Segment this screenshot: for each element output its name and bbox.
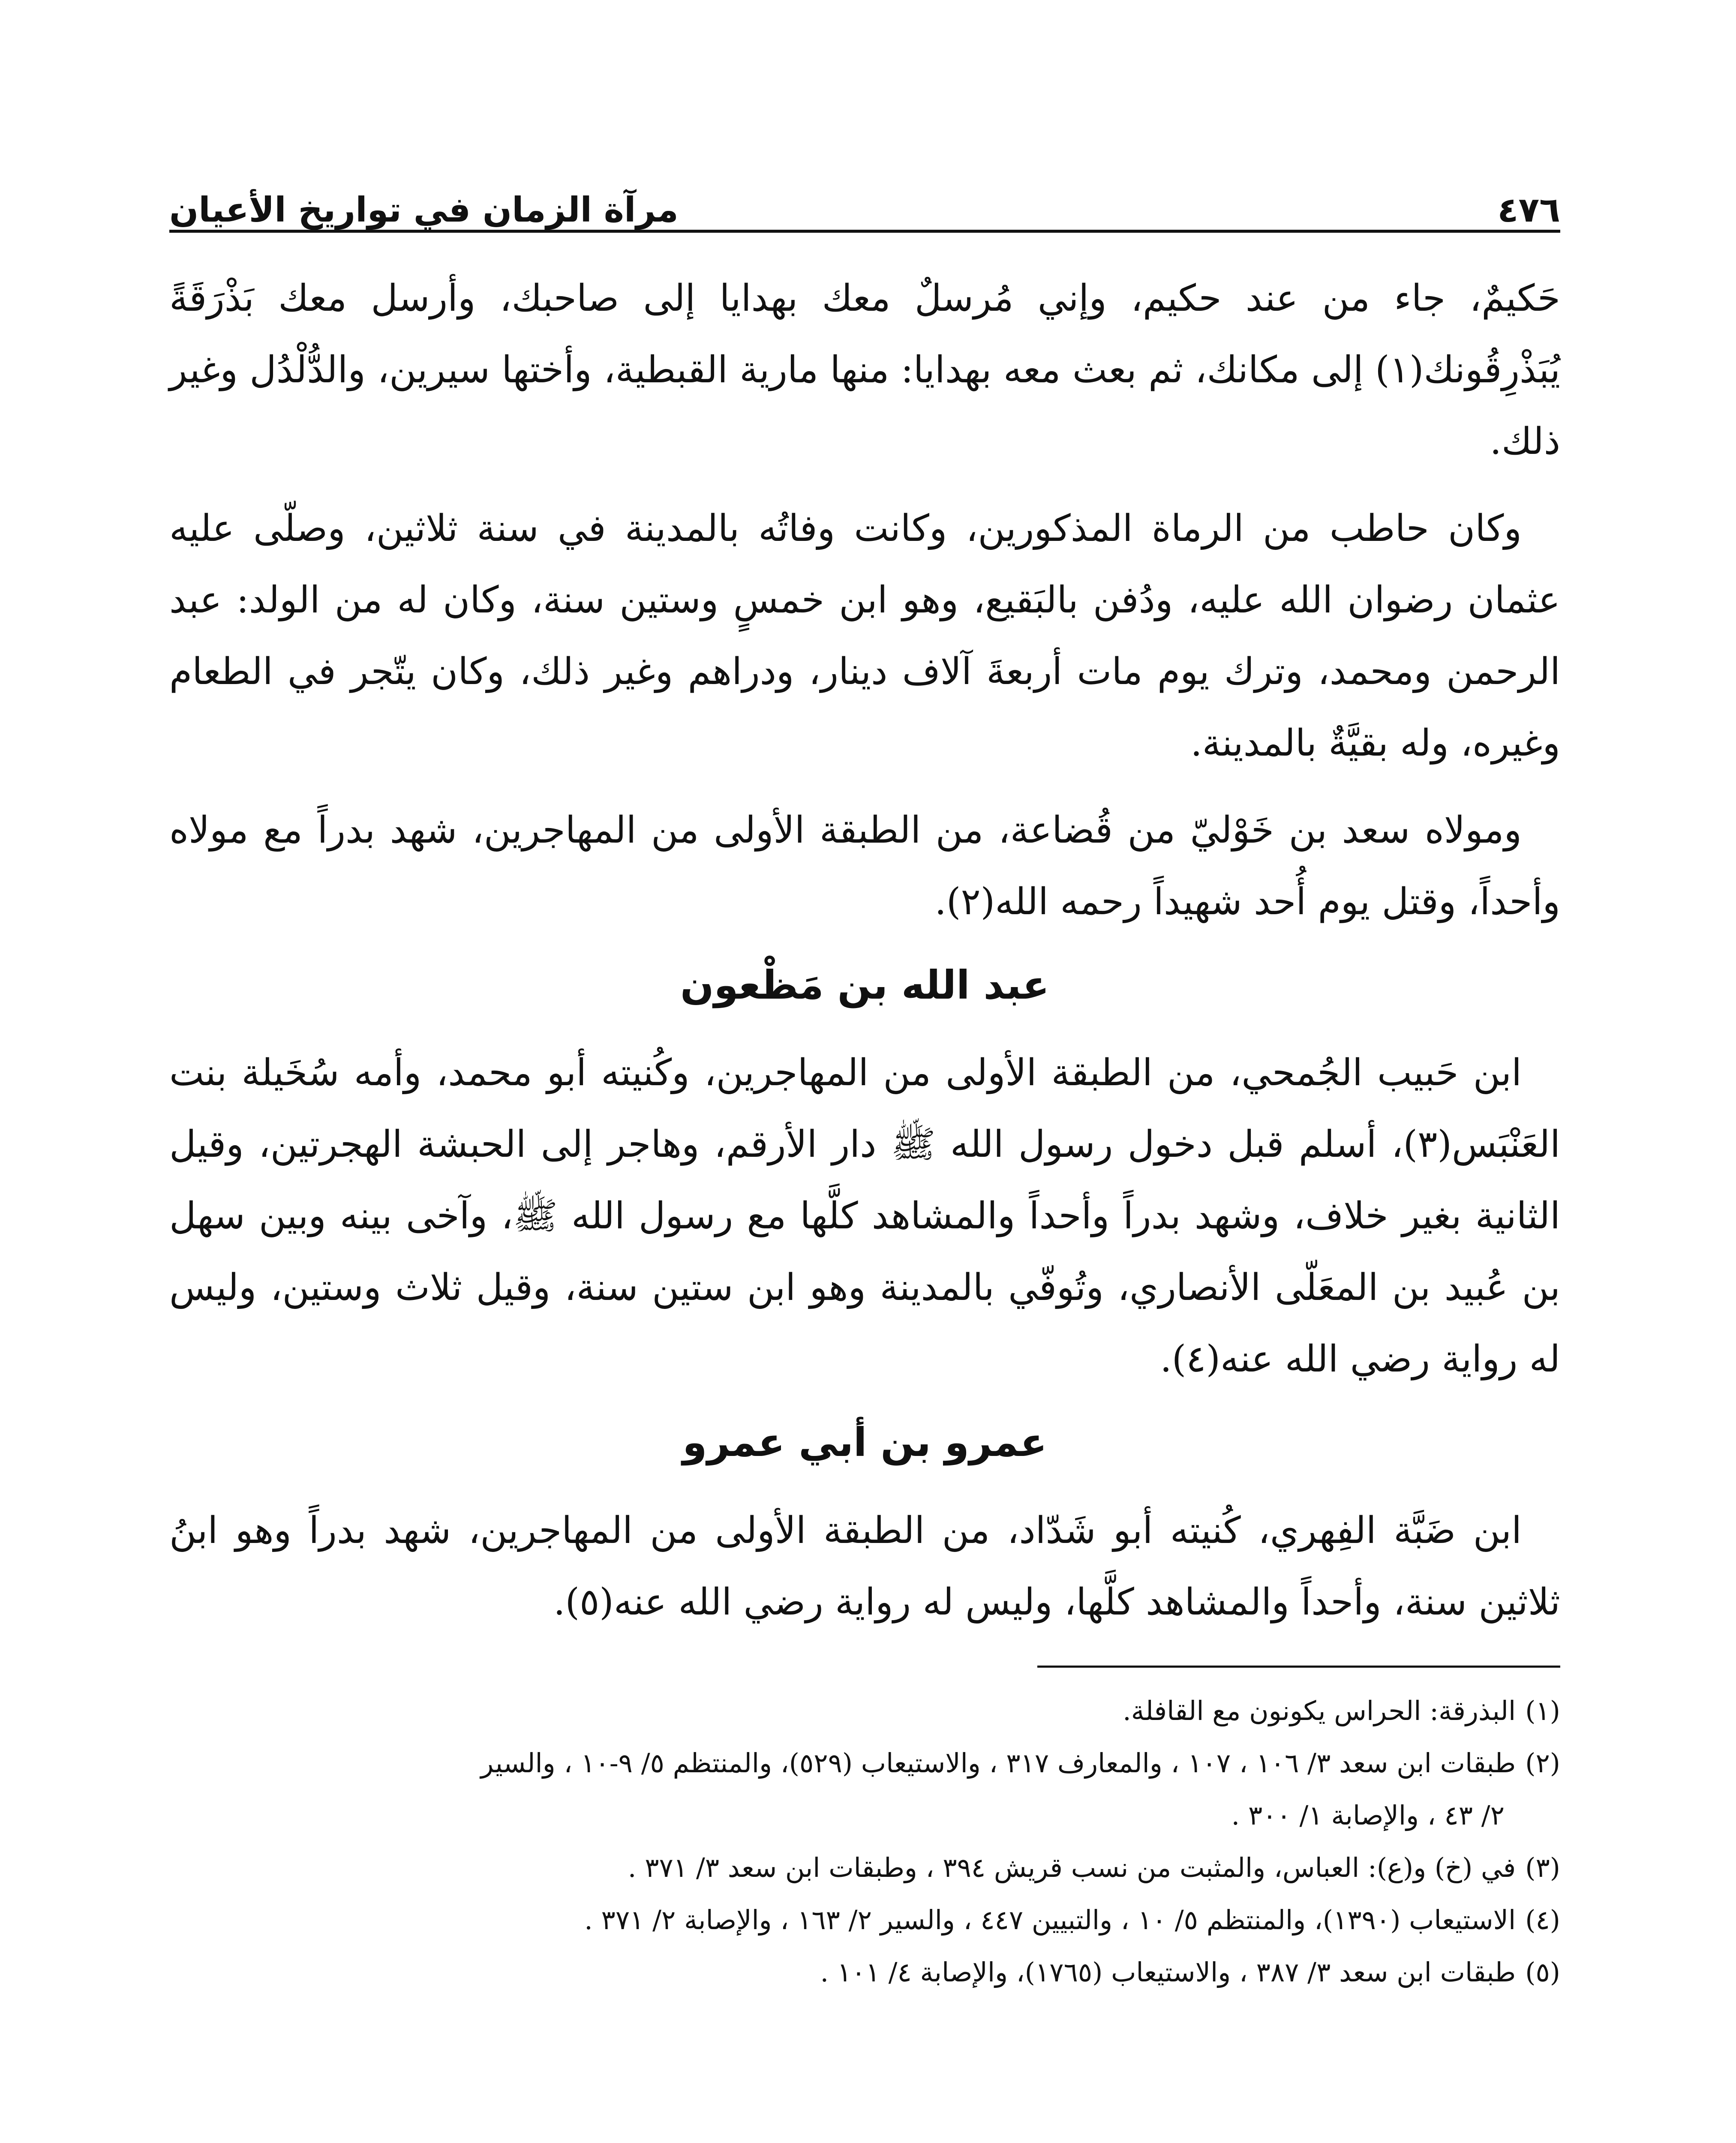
footnote-text: البذرقة: الحراس يكونون مع القافلة.: [1123, 1695, 1516, 1726]
paragraph-amr: ابن ضَبَّة الفِهري، كُنيته أبو شَدّاد، من الطبقة الأولى من المهاجرين، شهد بدراً وهو ابنُ ثلاثين سنة، وأحداً والمشاهد كلَّها، وليس له رواية رضي الله عنه(٥).: [169, 1509, 1560, 1624]
paragraph-saad: ومولاه سعد بن خَوْليّ من قُضاعة، من الطبقة الأولى من المهاجرين، شهد بدراً مع مولاه وأحداً، وقتل يوم أُحد شهيداً رحمه الله(٢).: [169, 809, 1560, 923]
running-header: [169, 129, 1560, 233]
book-page: [169, 129, 1560, 1999]
footnote-number: (٤): [1525, 1904, 1560, 1936]
footnote-text: طبقات ابن سعد ٣/ ١٠٦ ، ١٠٧ ، والمعارف ٣١٧ ، والاستيعاب (٥٢٩)، والمنتظم ٥/ ٩-١٠ ، والسير: [481, 1747, 1516, 1779]
footnote: [169, 1685, 1560, 1737]
section-heading-abdullah: عبد الله بن مَظْعون: [680, 962, 1050, 1008]
footnote-number: (٢): [1525, 1747, 1560, 1779]
footnote-divider: [1037, 1666, 1560, 1668]
paragraph-hatib: وكان حاطب من الرماة المذكورين، وكانت وفاتُه بالمدينة في سنة ثلاثين، وصلّى عليه عثمان رضوان الله عليه، ودُفن بالبَقيع، وهو ابن خمسٍ وستين سنة، وكان له من الولد: عبد الرحمن ومحمد، وترك يوم مات أربعةَ آلاف دينار، ودراهم وغير ذلك، وكان يتّجر في الطعام وغيره، وله بقيَّةٌ بالمدينة.: [169, 507, 1560, 765]
main-text: [169, 263, 1560, 1638]
paragraph-abdullah: ابن حَبيب الجُمحي، من الطبقة الأولى من المهاجرين، وكُنيته أبو محمد، وأمه سُخَيلة بنت العَنْبَس(٣)، أسلم قبل دخول رسول الله ﷺ دار الأرقم، وهاجر إلى الحبشة الهجرتين، وقيل الثانية بغير خلاف، وشهد بدراً وأحداً والمشاهد كلَّها مع رسول الله ﷺ، وآخى بينه وبين سهل بن عُبيد بن المعَلّى الأنصاري، وتُوفّي بالمدينة وهو ابن ستين سنة، وقيل ثلاث وستين، وليس له رواية رضي الله عنه(٤).: [169, 1051, 1560, 1381]
section-heading-amr: عمرو بن أبي عمرو: [682, 1420, 1047, 1466]
footnotes: [169, 1685, 1560, 1999]
paragraph-continuation: حَكيمٌ، جاء من عند حكيم، وإني مُرسلٌ معك بهدايا إلى صاحبك، وأرسل معك بَذْرَقَةً يُبَذْرِقُونك(١) إلى مكانك، ثم بعث معه بهدايا: منها مارية القبطية، وأختها سيرين، والدُّلْدُل وغير ذلك.: [169, 277, 1560, 463]
footnote-text: طبقات ابن سعد ٣/ ٣٨٧ ، والاستيعاب (١٧٦٥)، والإصابة ٤/ ١٠١ .: [820, 1956, 1516, 1988]
footnote-number: (٣): [1525, 1852, 1560, 1883]
footnote-text: في (خ) و(ع): العباس، والمثبت من نسب قريش ٣٩٤ ، وطبقات ابن سعد ٣/ ٣٧١ .: [628, 1852, 1516, 1883]
page-number: ٤٧٦: [1497, 190, 1560, 230]
footnote: [169, 1737, 1560, 1789]
footnote-number: (١): [1525, 1695, 1560, 1726]
footnote-number: (٥): [1525, 1956, 1560, 1988]
footnote-continuation: ٢/ ٤٣ ، والإصابة ١/ ٣٠٠ .: [1231, 1799, 1505, 1831]
footnote-text: الاستيعاب (١٣٩٠)، والمنتظم ٥/ ١٠ ، والتبيين ٤٤٧ ، والسير ٢/ ١٦٣ ، والإصابة ٢/ ٣٧١ .: [584, 1904, 1516, 1936]
footnote: [169, 1842, 1560, 1894]
book-title: مرآة الزمان في تواريخ الأعيان: [169, 190, 679, 230]
footnote: [169, 1946, 1560, 1999]
footnote: [169, 1894, 1560, 1946]
